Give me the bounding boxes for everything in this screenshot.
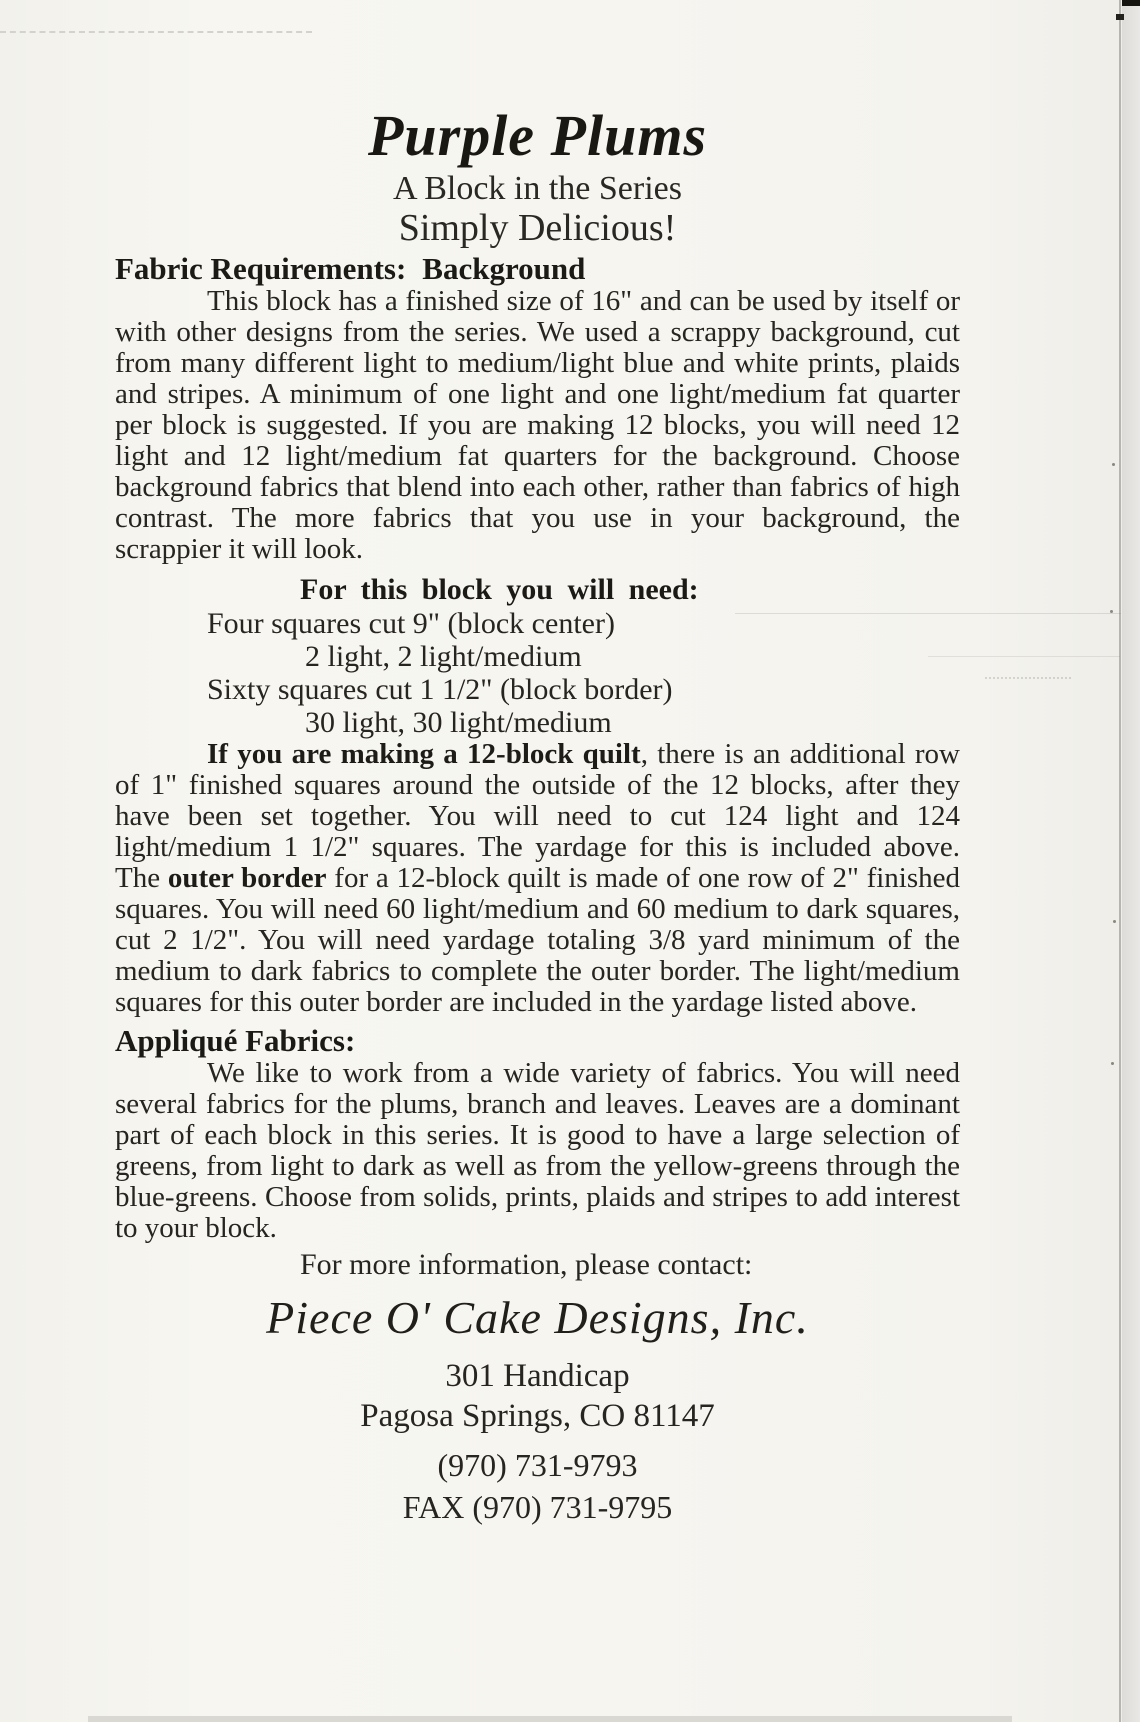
list-item: 30 light, 30 light/medium — [305, 706, 612, 739]
city-state-zip: Pagosa Springs, CO 81147 — [360, 1398, 715, 1434]
street-address: 301 Handicap — [445, 1358, 630, 1394]
contact-lead-text: For more information, please contact: — [300, 1248, 753, 1281]
bottom-page-edge-shadow — [88, 1716, 1012, 1722]
block-needs-list — [115, 607, 960, 739]
scan-speck — [1110, 610, 1113, 613]
list-item: Four squares cut 9" (block center) — [207, 607, 615, 640]
document-content — [115, 0, 960, 1528]
quilt-paragraph-text-cont: for a 12-block quilt is made of one row of 2" finished squares. You will need 60 light/medium and 60 medium to dark squares, cut 2 1/2". You will need yardage totaling 3/8 yard minimum of the medium to dark fabrics to complete the outer border. The light/medium squares for this outer border are included in the yardage listed above. — [115, 862, 960, 1018]
series-subtitle: A Block in the Series — [393, 170, 682, 207]
series-name: Simply Delicious! — [398, 207, 677, 249]
page-edge-line — [1119, 0, 1121, 1722]
scan-hairline — [735, 613, 1121, 614]
applique-paragraph: We like to work from a wide variety of fabrics. You will need several fabrics for the plums, branch and leaves. Leaves are a dominant part of each block in this series. It is good to have a large selection of greens, from light to dark as well as from the yellow-greens through the blue-greens. Choose from solids, prints, plaids and stripes to add interest to your block. — [115, 1057, 960, 1244]
scan-hairline — [985, 677, 1071, 679]
fabric-requirements-label: Fabric Requirements: — [115, 251, 407, 286]
applique-fabrics-heading: Appliqué Fabrics: — [115, 1023, 356, 1058]
fabric-requirements-heading — [115, 252, 960, 286]
document-title: Purple Plums — [367, 103, 708, 168]
quilt-paragraph-lead: If you are making a 12-block quilt — [207, 738, 641, 770]
outer-border-emphasis: outer border — [167, 862, 327, 894]
scan-edge-tick — [1116, 14, 1124, 20]
company-name: Piece O' Cake Designs, Inc. — [266, 1292, 809, 1343]
scan-hairline — [928, 656, 1120, 657]
fax-number: FAX (970) 731-9795 — [402, 1489, 673, 1525]
block-needs-heading: For this block you will need: — [300, 573, 699, 606]
list-item: 2 light, 2 light/medium — [305, 640, 582, 673]
scanner-background-strip — [1122, 0, 1140, 1722]
fold-crease-line — [0, 31, 312, 33]
title-block — [115, 0, 960, 248]
quilt-paragraph — [115, 739, 960, 1018]
phone-number: (970) 731-9793 — [437, 1447, 638, 1483]
quilt-paragraph-text: , there is an additional row of 1" finished squares around the outside of the 12 blocks, after they have been set together. You will need to cut 124 light and 124 light/medium 1 1/2" squares. The yardage for this is included above. The — [115, 738, 960, 894]
fabric-requirements-value: Background — [422, 251, 586, 286]
list-item: Sixty squares cut 1 1/2" (block border) — [207, 673, 673, 706]
scan-speck — [1112, 463, 1115, 466]
scan-corner-mark — [1122, 0, 1140, 6]
background-paragraph: This block has a finished size of 16" and can be used by itself or with other designs from the series. We used a scrappy background, cut from many different light to medium/light blue and white prints, plaids and stripes. A minimum of one light and one light/medium fat quarter per block is suggested. If you are making 12 blocks, you will need 12 light and 12 light/medium fat quarters for the background. Choose background fabrics that blend into each other, rather than fabrics of high contrast. The more fabrics that you use in your background, the scrappier it will look. — [115, 285, 960, 565]
scan-speck — [1111, 1062, 1114, 1065]
scan-speck — [1113, 920, 1116, 923]
